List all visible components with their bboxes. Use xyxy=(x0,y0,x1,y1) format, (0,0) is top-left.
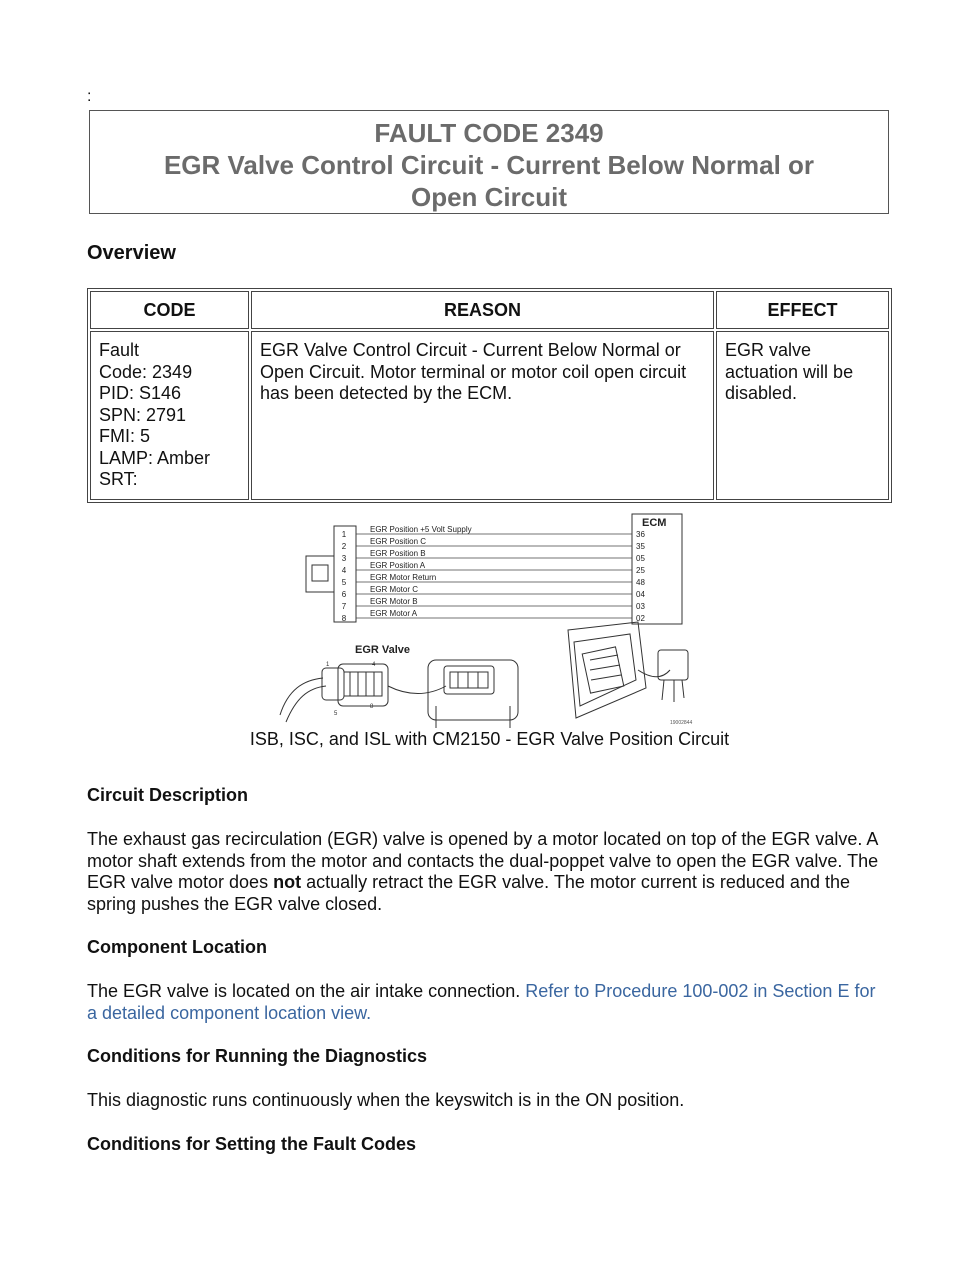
egr-wiring-diagram xyxy=(278,510,698,730)
code-line: PID: S146 xyxy=(99,383,182,403)
circuit-description-text xyxy=(87,829,887,915)
col-header-code: CODE xyxy=(90,291,249,329)
code-line: SPN: 2791 xyxy=(99,404,187,425)
overview-table xyxy=(87,288,892,503)
component-location-text xyxy=(87,981,887,1024)
circuit-description-heading: Circuit Description xyxy=(87,785,249,805)
valve-pin-label: 5 xyxy=(334,711,338,717)
table-header-row xyxy=(90,291,889,329)
code-line: Fault xyxy=(99,340,140,360)
connector-pin-label: 8 xyxy=(341,614,347,623)
col-header-effect: EFFECT xyxy=(716,291,889,329)
ecm-pin-label: 25 xyxy=(636,566,645,575)
component-location-heading: Component Location xyxy=(87,937,267,957)
wire-name-label: EGR Position A xyxy=(370,561,426,570)
fault-code-title: FAULT CODE 2349 xyxy=(374,118,604,148)
ecm-pin-label: 03 xyxy=(636,602,645,611)
egr-valve-illustration xyxy=(280,660,518,728)
leading-colon: : xyxy=(87,88,92,105)
code-cell xyxy=(90,331,249,500)
running-diagnostics-text: This diagnostic runs continuously when the keyswitch is in the ON position. xyxy=(87,1090,685,1110)
col-header-reason: REASON xyxy=(251,291,714,329)
wire-name-label: EGR Motor A xyxy=(370,609,418,618)
diagram-caption: ISB, ISC, and ISL with CM2150 - EGR Valve Position Circuit xyxy=(249,729,730,749)
ecm-pin-label: 04 xyxy=(636,590,645,599)
fault-title-box xyxy=(89,110,889,214)
wire-name-label: EGR Motor B xyxy=(370,597,418,606)
ecm-label: ECM xyxy=(642,517,667,529)
valve-pin-label: 1 xyxy=(326,662,330,668)
component-text: The EGR valve is located on the air intake connection. xyxy=(87,981,526,1001)
code-line: FMI: 5 xyxy=(99,426,151,446)
circuit-text-part: The exhaust gas recirculation (EGR) valve is opened by a motor located on top of the EGR valve. A motor shaft extends from the motor and contacts the dual-poppet valve to open the EGR valve. The EGR valve motor does xyxy=(87,829,879,892)
effect-cell: EGR valve actuation will be disabled. xyxy=(716,331,889,500)
ecm-pin-label: 02 xyxy=(636,614,645,623)
setting-fault-codes-heading: Conditions for Setting the Fault Codes xyxy=(87,1134,416,1154)
valve-pin-label: 4 xyxy=(372,662,376,668)
circuit-text-emphasis: not xyxy=(273,872,302,892)
egr-valve-label: EGR Valve xyxy=(355,644,411,656)
overview-heading: Overview xyxy=(87,242,176,264)
ecm-pin-label: 35 xyxy=(636,542,645,551)
connector-pin-label: 4 xyxy=(341,566,347,575)
code-line: Code: 2349 xyxy=(99,361,193,382)
connector-pin-label: 1 xyxy=(341,530,347,539)
reason-cell: EGR Valve Control Circuit - Current Below Normal or Open Circuit. Motor terminal or motor coil open circuit has been detected by the ECM. xyxy=(251,331,714,500)
connector-pin-label: 5 xyxy=(341,578,347,587)
ecm-pin-label: 05 xyxy=(636,554,645,563)
wire-name-label: EGR Motor Return xyxy=(370,573,437,582)
image-id-label: 19002844 xyxy=(670,720,693,726)
wire-name-label: EGR Position C xyxy=(370,537,427,546)
connector-pin-label: 3 xyxy=(341,554,347,563)
connector-latch-shape xyxy=(306,556,334,592)
connector-latch-inner xyxy=(312,565,328,581)
wire-group xyxy=(342,525,646,623)
procedure-link[interactable]: Refer to Procedure 100-002 in Section E for a detailed component location view. xyxy=(87,981,876,1023)
running-diagnostics-heading: Conditions for Running the Diagnostics xyxy=(87,1046,427,1066)
circuit-text-part: actually retract the EGR valve. The motor current is reduced and the spring pushes the EGR valve closed. xyxy=(87,872,850,914)
fault-description-line1: EGR Valve Control Circuit - Current Below Normal or xyxy=(163,150,815,180)
ecm-module-illustration xyxy=(568,622,688,718)
ecm-pin-label: 48 xyxy=(636,578,645,587)
fault-description-line2: Open Circuit xyxy=(410,182,567,212)
connector-pin-label: 2 xyxy=(341,542,347,551)
valve-pin-label: 8 xyxy=(370,704,374,710)
code-line: SRT: xyxy=(99,469,138,489)
wire-name-label: EGR Position B xyxy=(370,549,426,558)
connector-pin-label: 7 xyxy=(341,602,347,611)
ecm-pin-label: 36 xyxy=(636,530,645,539)
connector-pin-label: 6 xyxy=(341,590,347,599)
table-row xyxy=(90,331,889,500)
code-line: LAMP: Amber xyxy=(99,447,211,468)
wire-name-label: EGR Position +5 Volt Supply xyxy=(370,525,472,534)
wire-name-label: EGR Motor C xyxy=(370,585,419,594)
